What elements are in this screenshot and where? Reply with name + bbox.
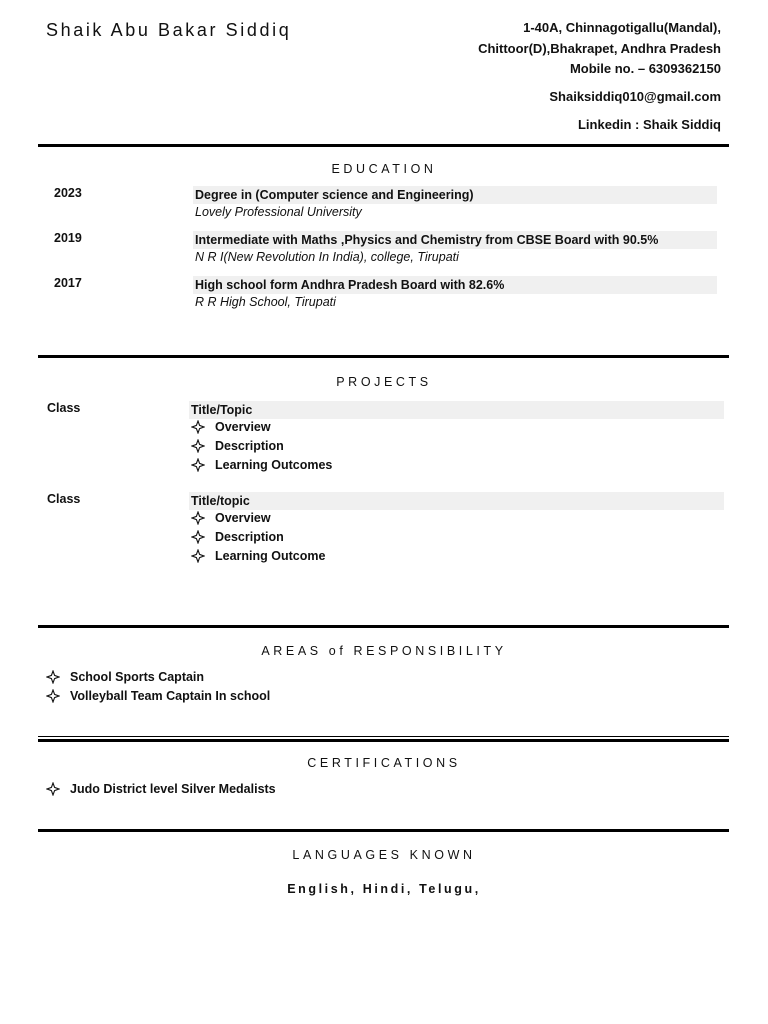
project-bullet-text: Learning Outcome	[215, 549, 326, 563]
project-bullet	[191, 549, 325, 563]
candidate-name: Shaik Abu Bakar Siddiq	[46, 20, 292, 40]
section-divider	[38, 829, 729, 832]
responsibility-item	[46, 670, 204, 684]
education-year: 2017	[54, 276, 82, 290]
linkedin-profile: Linkedin : Shaik Siddiq	[577, 117, 721, 132]
four-point-star-outline-icon	[46, 670, 60, 684]
mobile-number: Mobile no. – 6309362150	[569, 61, 721, 76]
section-divider	[38, 736, 729, 737]
project-bullet	[191, 511, 271, 525]
education-degree: Intermediate with Maths ,Physics and Chemistry from CBSE Board with 90.5%	[193, 231, 717, 249]
certification-item	[46, 782, 276, 796]
four-point-star-outline-icon	[191, 549, 205, 563]
four-point-star-outline-icon	[46, 689, 60, 703]
education-degree: Degree in (Computer science and Engineering)	[193, 186, 717, 204]
certification-item-text: Judo District level Silver Medalists	[70, 782, 276, 796]
education-year: 2019	[54, 231, 82, 245]
project-bullet-text: Learning Outcomes	[215, 458, 333, 472]
responsibility-item-text: Volleyball Team Captain In school	[70, 689, 271, 703]
education-institution: Lovely Professional University	[195, 205, 362, 219]
section-divider	[38, 355, 729, 358]
languages-value: English, Hindi, Telugu,	[287, 882, 481, 896]
responsibility-heading: AREAS of RESPONSIBILITY	[261, 644, 507, 658]
four-point-star-outline-icon	[191, 511, 205, 525]
four-point-star-outline-icon	[46, 782, 60, 796]
certifications-heading: CERTIFICATIONS	[307, 756, 461, 770]
responsibility-item-text: School Sports Captain	[70, 670, 205, 684]
address-line-2: Chittoor(D),Bhakrapet, Andhra Pradesh	[478, 41, 721, 56]
project-class-label: Class	[47, 492, 81, 506]
project-title: Title/topic	[189, 492, 724, 510]
address-line-1: 1-40A, Chinnagotigallu(Mandal),	[523, 20, 721, 35]
project-class-label: Class	[47, 401, 81, 415]
project-bullet	[191, 458, 332, 472]
four-point-star-outline-icon	[191, 458, 205, 472]
project-bullet-text: Description	[215, 530, 284, 544]
education-degree: High school form Andhra Pradesh Board with 82.6%	[193, 276, 717, 294]
four-point-star-outline-icon	[191, 439, 205, 453]
section-divider	[38, 625, 729, 628]
project-bullet-text: Overview	[215, 420, 271, 434]
project-bullet	[191, 439, 284, 453]
four-point-star-outline-icon	[191, 530, 205, 544]
project-bullet-text: Overview	[215, 511, 271, 525]
education-year: 2023	[54, 186, 82, 200]
project-bullet	[191, 530, 284, 544]
education-institution: N R I(New Revolution In India), college, Tirupati	[195, 250, 459, 264]
email-address: Shaiksiddiq010@gmail.com	[549, 89, 721, 104]
four-point-star-outline-icon	[191, 420, 205, 434]
project-bullet-text: Description	[215, 439, 284, 453]
project-title: Title/Topic	[189, 401, 724, 419]
languages-heading: LANGUAGES KNOWN	[292, 848, 476, 862]
section-divider	[38, 739, 729, 742]
education-institution: R R High School, Tirupati	[195, 295, 336, 309]
education-heading: EDUCATION	[331, 162, 437, 176]
projects-heading: PROJECTS	[336, 375, 432, 389]
project-bullet	[191, 420, 271, 434]
responsibility-item	[46, 689, 270, 703]
section-divider	[38, 144, 729, 147]
